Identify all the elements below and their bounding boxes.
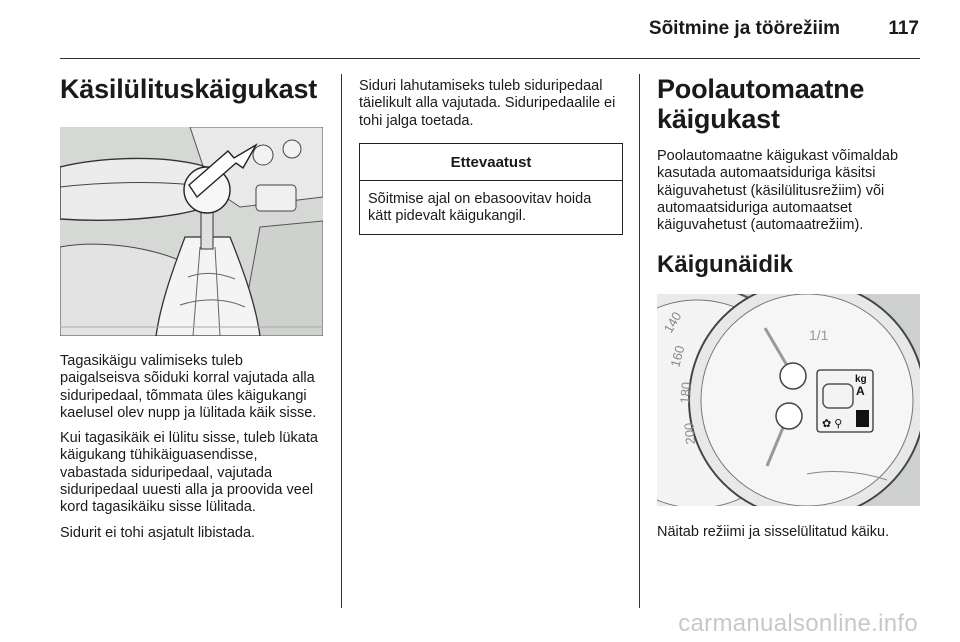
- speed-label-200: 200: [681, 422, 698, 446]
- watermark: carmanualsonline.info: [678, 610, 918, 637]
- column-divider-right: [639, 74, 640, 608]
- gear-lever-drawing: [60, 127, 323, 336]
- header-title: Sõitmine ja töörežiim: [648, 18, 840, 39]
- section-heading-semi-automatic: Poolautomaatne käigukast: [657, 74, 865, 134]
- caution-box: [359, 143, 623, 236]
- column-manual-gearbox: [60, 74, 323, 542]
- gear-lever-illustration: [60, 127, 323, 336]
- paragraph-reverse-retry: Kui tagasikäik ei lülitu sisse, tuleb lükata käigukang tühikäiguasendisse, vabastada siduripedaal, vajutada siduripedaal uuesti alla ja proovida veel kord tagasikäiku sisse lülitada.: [60, 430, 318, 516]
- speed-label-140: 140: [660, 309, 685, 336]
- gauge-mark: 1/1: [809, 327, 829, 344]
- display-unit: kg: [855, 374, 867, 386]
- caution-text: Sõitmise ajal on ebasoovitav hoida kätt pidevalt käigukangil.: [368, 190, 592, 225]
- paragraph-reverse-gear: Tagasikäigu valimiseks tuleb paigalseisva sõiduki korral vajutada alla siduripedaal, tõmmata üles käigukangi kaelusel olev nupp ja lülitada käik sisse.: [60, 353, 317, 421]
- caution-title: Ettevaatust: [360, 144, 622, 181]
- column-semi-automatic: [657, 74, 920, 542]
- gear-indicator-illustration: [657, 294, 920, 506]
- column-divider-left: [341, 74, 342, 608]
- section-heading-manual-gearbox: Käsilülituskäigukast: [60, 74, 318, 104]
- instrument-cluster-drawing: [657, 294, 920, 506]
- display-icons: ✿ ⚲: [822, 418, 843, 431]
- speed-label-160: 160: [667, 344, 688, 370]
- column-clutch: [359, 74, 623, 235]
- paragraph-semi-automatic: Poolautomaatne käigukast võimaldab kasutada automaatsiduriga käsitsi käiguvahetust (käsilülitusrežiim) või automaatsiduriga automaatset käiguvahetust (automaatrežiim).: [657, 148, 899, 234]
- paragraph-clutch-disengage: Siduri lahutamiseks tuleb siduripedaal täielikult alla vajutada. Siduripedaalile ei tohi jalga toetada.: [359, 78, 616, 129]
- header-rule: [60, 58, 920, 59]
- speed-label-180: 180: [677, 381, 694, 405]
- section-heading-gear-indicator: Käigunäidik: [657, 251, 794, 279]
- paragraph-clutch-slip: Sidurit ei tohi asjatult libistada.: [60, 524, 256, 541]
- page-number: 117: [888, 18, 919, 39]
- gear-indicator-caption: Näitab režiimi ja sisselülitatud käiku.: [657, 524, 890, 541]
- display-mode: A: [856, 384, 865, 399]
